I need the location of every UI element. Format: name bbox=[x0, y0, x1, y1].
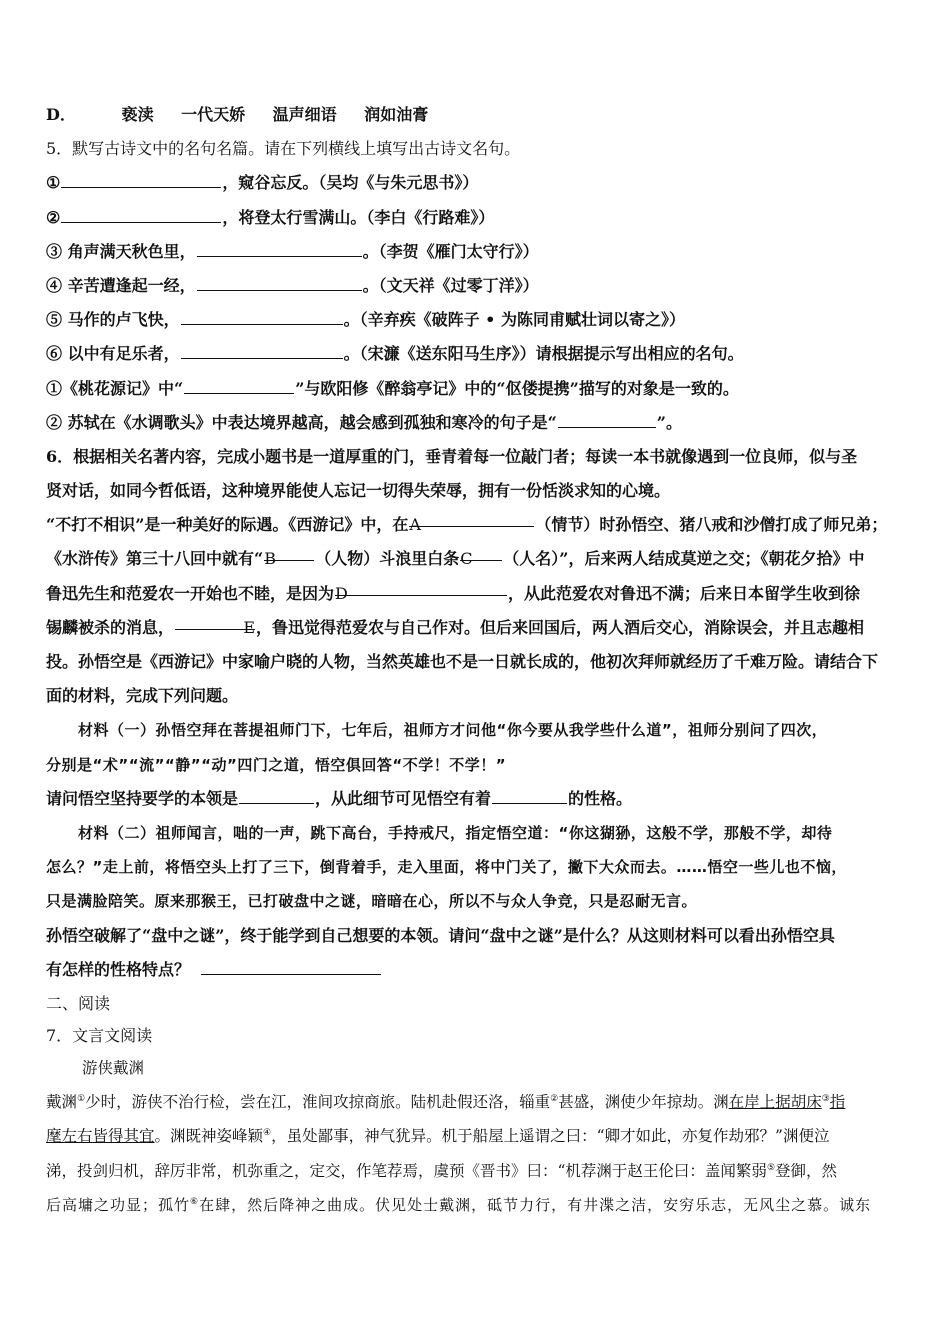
answer-blank[interactable] bbox=[184, 375, 294, 394]
q5-line-7: ①《桃花源记》中“ ”与欧阳修《醉翁亭记》中的“伛偻提携”描写的对象是一致的。 bbox=[46, 372, 908, 406]
q5-line-6: ⑥ 以中有足乐者， 。（宋濂《送东阳马生序》）请根据提示写出相应的名句。 bbox=[46, 337, 908, 371]
answer-blank[interactable] bbox=[61, 204, 221, 223]
q4-option-d bbox=[46, 98, 908, 132]
material-2-line-1: 材料（二）祖师闻言，咄的一声，跳下高台，手持戒尺，指定悟空道：“你这猢狲，这般不学，那般不学，却待 bbox=[78, 823, 833, 842]
q6-line-5: 鲁迅先生和范爱农一开始也不睦，是因为D ，从此范爱农对鲁迅不满；后来日本留学生收到徐 bbox=[46, 577, 908, 611]
answer-blank-e[interactable]: E bbox=[175, 611, 255, 630]
answer-blank[interactable] bbox=[197, 272, 362, 291]
q5-heading: 5．默写古诗文中的名句名篇。请在下列横线上填写出古诗文名句。 bbox=[46, 139, 521, 159]
q5-line-5: ⑤ 马作的卢飞快， 。（辛弃疾《破阵子 • 为陈同甫赋壮词以寄之》） bbox=[46, 303, 908, 337]
answer-blank[interactable] bbox=[61, 169, 221, 188]
q5-line-4: ④ 辛苦遭逢起一经， 。（文天祥《过零丁洋》） bbox=[46, 269, 908, 303]
material-2-line-3: 只是满脸陪笑。原来那猴王，已打破盘中之谜，暗暗在心，所以不与众人争竞，只是忍耐无言。 bbox=[46, 892, 698, 911]
material-1-line-1: 材料（一）孙悟空拜在菩提祖师门下，七年后，祖师方才问他“你今要从我学些什么道”，祖师分别问了四次， bbox=[78, 721, 828, 740]
answer-blank-d[interactable]: D bbox=[335, 577, 507, 596]
essay-title: 游侠戴渊 bbox=[82, 1059, 145, 1078]
q6-line-1: 6．根据相关名著内容，完成小题书是一道厚重的门，垂青着每一位敲门者；每读一本书就像遇到一位良师，似与圣 bbox=[46, 446, 858, 466]
answer-blank[interactable] bbox=[239, 785, 314, 804]
q5-line-8: ② 苏轼在《水调歌头》中表达境界越高，越会感到孤独和寒冷的句子是“ ”。 bbox=[46, 406, 908, 440]
answer-blank[interactable] bbox=[492, 785, 567, 804]
answer-blank-c[interactable]: C bbox=[460, 542, 502, 561]
section-title: 二、阅读 bbox=[46, 993, 111, 1013]
answer-blank[interactable] bbox=[197, 238, 362, 257]
q5-line-1: ① ，窥谷忘反。（吴均《与朱元思书》） bbox=[46, 166, 908, 200]
answer-blank[interactable] bbox=[181, 306, 343, 325]
essay-line-4: 后高墉之功显；孤竹⑥在肆，然后降神之曲成。伏见处士戴渊，砥节力行，有井渫之洁，安穷乐志，无风尘之慕。诚东 bbox=[46, 1195, 872, 1214]
material-2-line-2: 怎么？”走上前，将悟空头上打了三下，倒背着手，走入里面，将中门关了，撇下大众而去。……悟空一些儿也不恼， bbox=[46, 858, 847, 877]
q6-line-3: “不打不相识”是一种美好的际遇。《西游记》中，在A （情节）时孙悟空、猪八戒和沙僧打成了师兄弟； bbox=[46, 508, 908, 542]
q5-line-3: ③ 角声满天秋色里， 。（李贺《雁门太守行》） bbox=[46, 235, 908, 269]
essay-line-2: 麾左右皆得其宜。渊既神姿峰颖④，虽处鄙事，神气犹异。机于船屋上遥谓之曰：“卿才如此，亦复作劫邪？”渊便泣 bbox=[46, 1127, 830, 1146]
q5-line-2: ② ，将登太行雪满山。（李白《行路难》） bbox=[46, 201, 908, 235]
q6-question-1: 请问悟空坚持要学的本领是 ，从此细节可见悟空有着 的性格。 bbox=[46, 782, 908, 816]
answer-blank[interactable] bbox=[181, 340, 343, 359]
q6-question-2-line-1: 孙悟空破解了“盘中之谜”，终于能学到自己想要的本领。请问“盘中之谜”是什么？从这则材料可以看出孙悟空具 bbox=[46, 925, 835, 945]
document-page bbox=[46, 98, 908, 1222]
option-word-1: 亵渎 bbox=[121, 105, 154, 124]
q6-line-7: 投。孙悟空是《西游记》中家喻户晓的人物，当然英雄也不是一日就长成的，他初次拜师就经历了千难万险。请结合下 bbox=[46, 652, 879, 671]
answer-blank[interactable] bbox=[558, 409, 656, 428]
q6-question-2-line-2: 有怎样的性格特点？ bbox=[46, 953, 908, 987]
q6-line-2: 贤对话，如同今哲低语，这种境界能使人忘记一切得失荣辱，拥有一份恬淡求知的心境。 bbox=[46, 481, 671, 501]
q6-line-4: 《水浒传》第三十八回中就有“B （人物）斗浪里白条C （人名）”，后来两人结成莫逆之交；《朝花夕拾》中 bbox=[46, 542, 908, 576]
option-word-2: 一代天娇 bbox=[181, 105, 246, 124]
material-1-line-2: 分别是“术”“流”“静”“动”四门之道，悟空俱回答“不学！不学！” bbox=[46, 755, 507, 774]
essay-line-1: 戴渊①少时，游侠不治行检，尝在江，淮间攻掠商旅。陆机赴假还洛，辎重②甚盛，渊使少年掠劫。渊在岸上据胡床③指 bbox=[46, 1093, 846, 1112]
essay-line-3: 涕，投剑归机，辞厉非常，机弥重之，定交，作笔荐焉，虞预《晋书》曰：“机荐渊于赵王伦曰：盖闻繁弱⑤登御，然 bbox=[46, 1161, 838, 1180]
option-word-3: 温声细语 bbox=[272, 105, 337, 124]
answer-blank-a[interactable]: A bbox=[409, 508, 534, 527]
q6-line-8: 面的材料，完成下列问题。 bbox=[46, 686, 239, 706]
answer-blank-b[interactable]: B bbox=[264, 542, 314, 561]
answer-blank[interactable] bbox=[201, 956, 381, 975]
option-letter: D． bbox=[46, 105, 76, 124]
option-word-4: 润如油膏 bbox=[364, 105, 429, 124]
q7-heading: 7．文言文阅读 bbox=[46, 1026, 153, 1046]
q6-line-6: 锡麟被杀的消息， E，鲁迅觉得范爱农与自己作对。但后来回国后，两人酒后交心，消除误会，并且志趣相 bbox=[46, 611, 908, 645]
